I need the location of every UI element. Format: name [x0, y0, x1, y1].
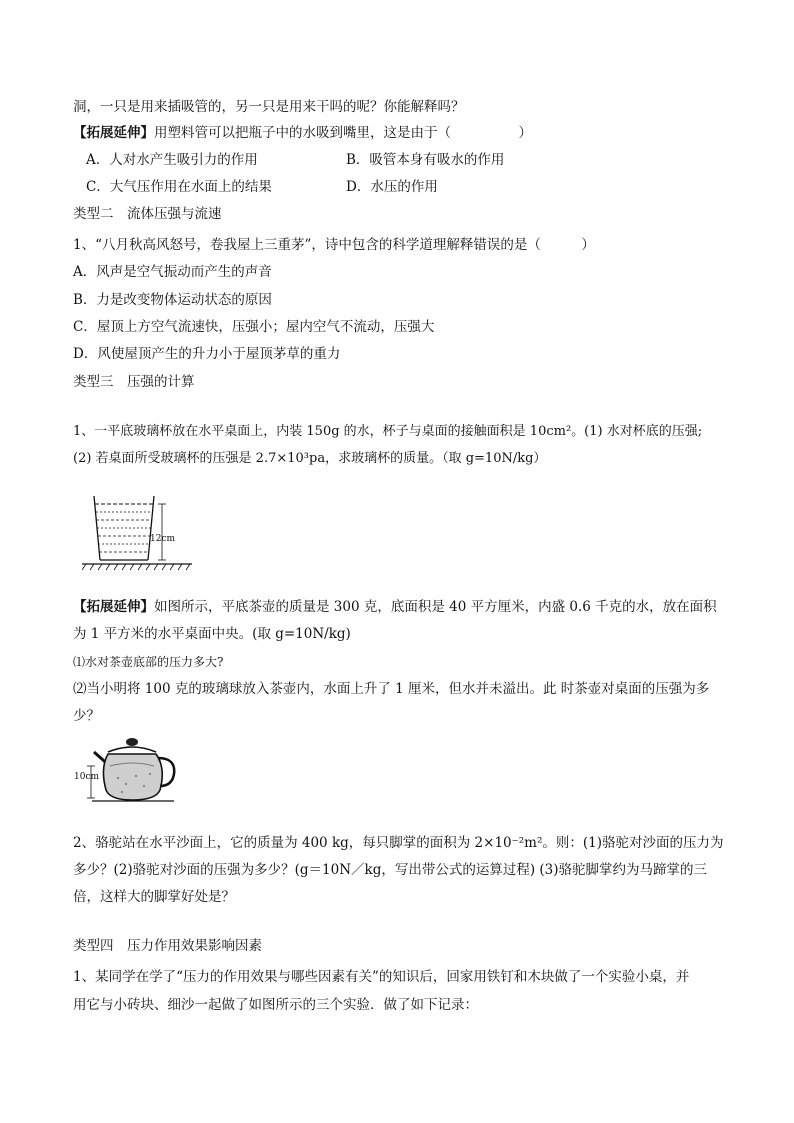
question-text: 多少？(2)骆驼对沙面的压强为多少？(g＝10N／kg，写出带公式的运算过程) (3)骆驼脚掌约为马蹄掌的三 [73, 862, 708, 878]
option-b: B．力是改变物体运动状态的原因 [73, 292, 272, 308]
option-a: A．人对水产生吸引力的作用 [86, 152, 258, 168]
extension-tag: 【拓展延伸】 [73, 599, 154, 615]
question-text: 为 1 平方米的水平桌面中央。(取 g=10N/kg) [73, 626, 351, 642]
question-text: 1、某同学在学了“压力的作用效果与哪些因素有关”的知识后，回家用铁钉和木块做了一个实验小桌，并 [73, 969, 690, 985]
question-text: (2) 若桌面所受玻璃杯的压强是 2.7×10³pa，求玻璃杯的质量。（取 g=10N/kg） [73, 451, 547, 466]
extension-tag: 【拓展延伸】 [73, 125, 154, 141]
glass-cup-figure [82, 492, 202, 574]
sub-question: ⑵当小明将 100 克的玻璃球放入茶壶内，水面上升了 1 厘米，但水并未溢出。此 时茶壶对桌面的压强为多 [73, 681, 710, 697]
option-c: C．屋顶上方空气流速快，压强小；屋内空气不流动，压强大 [73, 319, 435, 335]
option-d: D．风使屋顶产生的升力小于屋顶茅草的重力 [73, 346, 341, 362]
option-c: C．大气压作用在水面上的结果 [86, 179, 272, 195]
extension-text: 用塑料管可以把瓶子中的水吸到嘴里，这是由于（ ） [154, 125, 532, 141]
sub-question: ⑴水对茶壶底部的压力多大? [73, 655, 224, 669]
option-a: A．风声是空气振动而产生的声音 [73, 264, 272, 280]
question-text: 2、骆驼站在水平沙面上，它的质量为 400 kg，每只脚掌的面积为 2×10⁻²m²。则：(1)骆驼对沙面的压力为 [73, 835, 724, 851]
extension-question [73, 124, 532, 142]
text-line: 洞，一只是用来插吸管的，另一只是用来干吗的呢？你能解释吗？ [73, 99, 465, 115]
question-text: 用它与小砖块、细沙一起做了如图所示的三个实验．做了如下记录： [73, 997, 478, 1013]
extension-question [73, 598, 717, 616]
extension-text: 如图所示，平底茶壶的质量是 300 克，底面积是 40 平方厘米，内盛 0.6 千克的水，放在面积 [154, 599, 717, 615]
option-d: D．水压的作用 [346, 179, 438, 195]
section-heading: 类型三 压强的计算 [73, 374, 195, 390]
question-text: 1、“八月秋高风怒号，卷我屋上三重茅”，诗中包含的科学道理解释错误的是（ ） [73, 237, 595, 253]
sub-question: 少？ [73, 708, 100, 724]
question-text: 倍，这样大的脚掌好处是？ [73, 889, 235, 905]
section-heading: 类型四 压力作用效果影响因素 [73, 938, 262, 954]
option-b: B．吸管本身有吸水的作用 [346, 152, 505, 168]
height-label: 12cm [150, 534, 176, 544]
question-text: 1、一平底玻璃杯放在水平桌面上，内装 150g 的水，杯子与桌面的接触面积是 10cm²。(1) 水对杯底的压强; [73, 424, 703, 439]
section-heading: 类型二 流体压强与流速 [73, 206, 222, 222]
height-label: 10cm [74, 772, 100, 782]
